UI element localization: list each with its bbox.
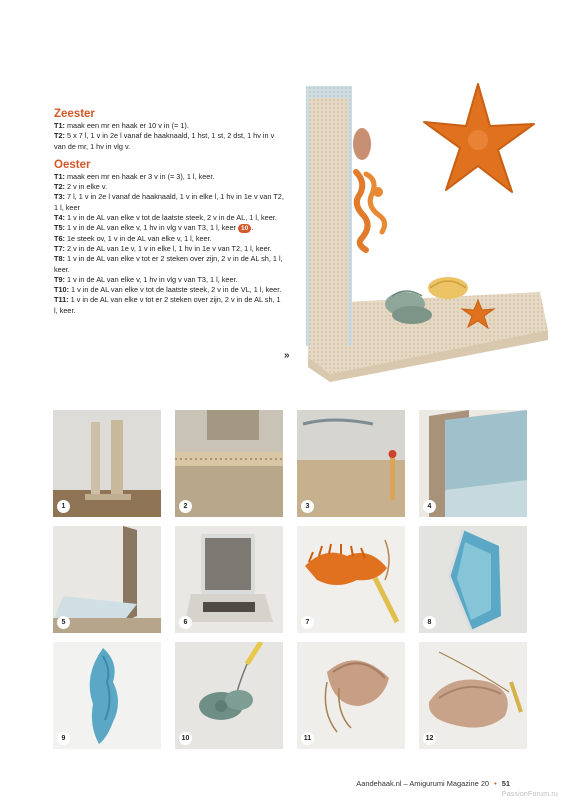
starfish-large [424,84,534,192]
step-photo-11 [297,642,405,749]
step-text: maak een mr en haak er 3 v in (= 3), 1 l, keer. [64,171,215,181]
page-number: 51 [501,779,510,788]
step-number-4: 4 [423,500,436,513]
pattern-step [54,121,286,131]
pattern-step [54,244,286,254]
instructions-column [54,108,286,316]
step-number-9: 9 [57,732,70,745]
step-photo-4 [419,410,527,517]
step-label: T1: [54,171,65,181]
step-photo-8 [419,526,527,633]
step-text: 5 x 7 l, 1 v in 2e l vanaf de haaknaald, 1 hst, 1 st, 2 dst, 1 hv in v van de mr, 1 hv in vlg v. [54,131,275,151]
pattern-step [54,254,286,275]
step-photo-2 [175,410,283,517]
step-text: 2 v in elke v. [64,182,107,192]
step-label: T1: [54,121,65,130]
step-text: maak een mr en haak er 10 v in (= 1). [64,121,189,130]
step-number-10: 10 [179,732,192,745]
step-number-2: 2 [179,500,192,513]
step-label: T9: [54,274,65,284]
step-label: T4: [54,213,65,223]
footer-bullet: • [494,779,497,788]
continue-marker: » [284,350,290,361]
octopus-figure [353,128,385,250]
step-text: 1 v in de AL van elke v, 1 hv in vlg v van T3, 1 l, keer [64,223,239,233]
step-photo-7 [297,526,405,633]
pattern-step [54,172,286,182]
pattern-step [54,285,286,295]
pattern-step [54,223,286,233]
step-number-1: 1 [57,500,70,513]
step-text: 1 v in de AL van elke v tot de laatste steek, 2 v in de VL, 1 l, keer. [69,285,282,295]
step-number-7: 7 [301,616,314,629]
step-text: 1 v in de AL van elke v tot er 2 steken over zijn, 2 v in de AL sh, 1 l, keer. [54,295,281,315]
step-text-end: . [251,223,254,233]
step-photo-1 [53,410,161,517]
pattern-step [54,275,286,285]
step-label: T2: [54,131,65,141]
pattern-step [54,213,286,223]
pattern-step [54,295,286,316]
step-label: T8: [54,254,65,264]
section-gap [54,152,286,159]
step-label: T11: [54,295,69,305]
step-number-6: 6 [179,616,192,629]
step-text: 1e steek ov, 1 v in de AL van elke v, 1 l, keer. [64,233,212,243]
step-text: 7 l, 1 v in 2e l vanaf de haaknaald, 1 v in elke l, 1 hv in 1e v van T2, 1 l, keer [54,192,284,212]
pattern-step [54,234,286,244]
clam-shell [428,277,468,299]
pattern-sections [54,108,286,316]
hero-photo-bookend [300,82,556,382]
step-label: T6: [54,233,65,243]
step-photo-6 [175,526,283,633]
step-label: T10: [54,285,70,295]
section-title: Zeester [54,108,95,120]
page-footer [356,779,510,788]
step-label: T3: [54,192,65,202]
step-number-12: 12 [423,732,436,745]
footer-separator: – [403,779,408,788]
footer-site: Aandehaak.nl [356,779,402,788]
step-label: T5: [54,223,65,233]
step-photo-10 [175,642,283,749]
pattern-step [54,131,286,152]
photo-reference-badge: 10 [238,224,251,233]
step-photo-3 [297,410,405,517]
section-title: Oester [54,158,91,171]
step-text: 2 v in de AL van 1e v, 1 v in elke l, 1 hv in 1e v van T2, 1 l, keer. [64,243,272,253]
watermark: PassionForum.ru [501,791,558,798]
step-text: 1 v in de AL van elke v tot er 2 steken over zijn, 2 v in de AL sh, 1 l, keer. [54,254,283,274]
step-number-8: 8 [423,616,436,629]
step-label: T7: [54,243,65,253]
footer-magazine: Amigurumi Magazine 20 [409,779,490,788]
step-number-3: 3 [301,500,314,513]
pattern-step [54,182,286,192]
step-label: T2: [54,182,65,192]
step-number-5: 5 [57,616,70,629]
step-photo-5 [53,526,161,633]
step-photo-12 [419,642,527,749]
step-number-11: 11 [301,732,314,745]
step-text: 1 v in de AL van elke v tot de laatste steek, 2 v in de AL, 1 l, keer. [64,213,277,223]
bookend-illustration [300,82,556,382]
step-text: 1 v in de AL van elke v, 1 hv in vlg v van T3, 1 l, keer. [64,274,238,284]
step-photo-9 [53,642,161,749]
pattern-step [54,192,286,213]
